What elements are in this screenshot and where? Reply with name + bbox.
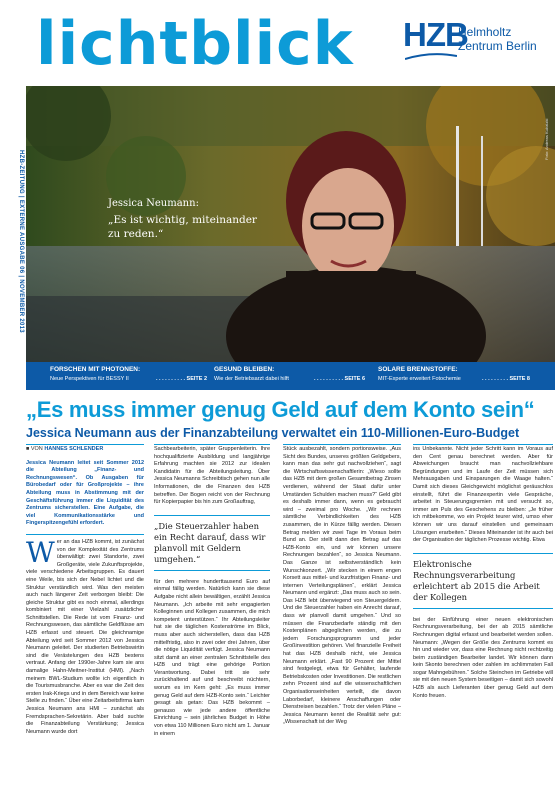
- teaser-gesund[interactable]: [214, 362, 384, 390]
- byline-prefix: ■ VON: [26, 446, 43, 452]
- column-4-bottom-text: bei der Einführung einer neuen elektronischen Rechnungsverarbeitung, bei der ab 2015 sämtliche Rechnungen digital erfasst und bearbeitet werden sollen. Neumann: „Wegen der Größe des Zentrums kommt es hin und wieder vor, dass eine Rechnung nicht rechtzeitig beim zuständigen Bearbeiter landet. Wir können dann kein Skonto berechnen oder zahlen im schlimmsten Fall sogar Mahngebühren.“ Solche Steinchen im Getriebe will sie mit den neuen System beseitigen – damit sich sowohl HZB als auch Lieferanten über genug Geld auf dem Konto freuen.: [413, 616, 553, 699]
- article-headline: „Es muss immer genug Geld auf dem Konto sein“: [26, 397, 535, 422]
- article-column-3: [283, 446, 401, 776]
- teaser-text: Neue Perspektiven für BESSY II: [50, 376, 129, 382]
- teaser-solar[interactable]: [378, 362, 548, 390]
- portrait-photo-illustration: [26, 86, 555, 362]
- hzb-logo[interactable]: [403, 17, 553, 69]
- teaser-text: Wie der Betriebsarzt dabei hilft: [214, 376, 289, 382]
- article-column-4: [413, 446, 553, 776]
- teaser-title: SOLARE BRENNSTOFFE:: [378, 366, 458, 373]
- column-2-top-text: Sachbearbeiterin, später Gruppenleiterin. Ihre hochqualifizierte Ausbildung und langjährige Erfahrung machten sie 2012 zur idealen Kandidatin für die Abteilungsleitung. Über Jessica Neumanns Schreibtisch gehen nun alle Informationen, die die Finanzen des HZB betreffen. Der Bogen reicht von der Rechnung für Kopierpapier bis hin zum Großauftrag,: [154, 446, 270, 506]
- column-2-bottom-text: für den mehrere hunderttausend Euro auf einmal fällig werden. Natürlich kann sie diese Aufgabe nicht allein bewältigen, erzählt Jessica Neumann. „Ich arbeite mit sehr engagierten Kolleginnen und Kollegen zusammen, die mich kompetent unterstützen.“ Ihr Abteilungsleiter hat sie die täglichen Kostenströme im Blick, muss aber auch sicherstellen, dass das HZB mittelfristig, also in zwei oder drei Jahren, über die nötige Liquidität verfügt. Jessica Neumann sitzt damit an einer zentralen Schnittstelle des HZB und trägt eine gehörige Portion Verantwortung. Dabei tritt sie sehr zurückhaltend auf und beschreibt nüchtern, worum es im Kern geht: „Es muss immer genug Geld auf dem HZB-Konto sein.“ Leichter gesagt als getan: Das HZB bekommt – genauso wie jede andere öffentliche Einrichtung – sein jährliches Budget in Höhe von etwa 110 Millionen Euro nicht am 1. Januar in einem: [154, 578, 270, 737]
- issue-sidebar: [0, 150, 26, 380]
- cover-photo: [26, 86, 555, 362]
- divider: [26, 444, 144, 445]
- logo-line1: Helmholtz: [458, 25, 512, 39]
- cover-quote-name: Jessica Neumann:: [108, 198, 199, 209]
- article-column-1: [26, 446, 144, 776]
- teaser-page: . . . . . . . . . . SEITE 2: [156, 376, 208, 382]
- teaser-title: FORSCHEN MIT PHOTONEN:: [50, 366, 141, 373]
- drop-cap: W: [26, 535, 55, 569]
- pull-quote-2: Elektronische Rechnungsverarbeitung erleichtert ab 2015 die Arbeit der Kollegen: [413, 553, 553, 609]
- article-lead: Jessica Neumann leitet seit Sommer 2012 die Abteilung „Finanz- und Rechnungswesen“. Ob Ausgaben für Bürobedarf oder für Großprojekte – ihre Abteilung muss in Abstimmung mit der Geschäftsführung immer die Liquidität des Zentrums sicherstellen. Eine Aufgabe, die viel Kommunikationsstärke und Fingerspitzengefühl erfordert.: [26, 459, 144, 527]
- byline: [26, 446, 144, 454]
- divider: [283, 444, 401, 445]
- teaser-page: . . . . . . . . . SEITE 8: [482, 376, 530, 382]
- masthead: [0, 0, 555, 86]
- cover-quote-text: „Es ist wichtig, miteinander zu reden.“: [108, 214, 257, 240]
- teaser-title: GESUND BLEIBEN:: [214, 366, 275, 373]
- article-body: [26, 535, 144, 736]
- column-3-text: Stück ausbezahlt, sondern portionsweise. „Aus Sicht des Bundes, unseres größten Geldgebers, kann man das sehr gut nachvollziehen“, sagt die Wirtschaftswissenschaftlerin: „Wieso sollte das HZB mit dem großen Gesamtbetrag Zinsen verdienen, während der Staat dafür unter Umständen Schulden machen muss?“ Geld gibt es deshalb immer dann, wenn es gebraucht wird – zweimal pro Woche. „Wir rechnen sämtliche Verbindlichkeiten des HZB zusammen, die in Kürze fällig werden. Diesen Betrag melden wir zwei Tage im Voraus beim Bund an. Der stellt dann den Betrag auf das HZB-Konto ein, und wir können unsere Rechnungen bezahlen“, so Jessica Neumann. Das Ganze ist selbstverständlich kein Wunschkonzert. „Wir stecken in einem engen Korsett aus mittel- und kurzfristigen Finanz- und internen Verteilungsplänen“, erklärt Jessica Neumann und ergänzt: „Das muss auch so sein. Das HZB lebt überwiegend von Steuergeldern. Und die Steuerzahler haben ein Anrecht darauf, dass wir planvoll damit umgehen.“ Und so müssen die Finanzbedarfe ständig mit den Kostenplänen abgeglichen werden, die zu jedem Forschungsprogramm und jeder Großinvestition gehören. Viel finanzielle Freiheit hat das HZB deshalb nicht, wie Jessica Neumann erklärt. „Fast 90 Prozent der Mittel sind festgelegt, etwa für Gehälter, laufende Betriebskosten oder Investitionen. Die restlichen zehn Prozent sind auf die wissenschaftlichen Organisationseinheiten verteilt, die davon Laborbedarf, kleinere Anschaffungen oder Dienstreisen bezahlen.“ Trotz der vielen Pläne – Jessica Neumann kennt die Realität sehr gut: „Wissenschaft ist der Weg: [283, 446, 401, 726]
- pull-quote-1: „Die Steuerzahler haben ein Recht darauf, dass wir planvoll mit Geldern umgehen.“: [154, 515, 270, 571]
- column-4-top-text: ins Unbekannte. Nicht jeder Schritt kann im Voraus auf den Cent genau berechnet werden. Aber für Abweichungen braucht man nachvollziehbare Begründungen und im Laufe der Zeit müssen sich Mehrausgaben und Einsparungen die Waage halten.“ Damit sich dieses Gleichgewicht möglichst geräuschlos einstellt, führt die Finanzexpertin viele Gespräche, arbeitet in Steuerungsgremien mit und versucht so, immer am Puls des Geschehens zu bleiben: „Je früher ich mitbekomme, wo ein Projekt teurer wird, umso eher können wir uns darauf einstellen und gemeinsam Lösungen erarbeiten.“ Dieses Miteinander ist ihr auch bei der Organisation der täglichen Prozesse wichtig. Etwa: [413, 446, 553, 544]
- teaser-bar: [26, 362, 555, 390]
- photo-credit-text: Foto: Andreas Kubatzki: [544, 118, 549, 160]
- logo-mark: HZB: [403, 16, 468, 53]
- divider: [154, 444, 270, 445]
- issue-info: HZB-ZEITUNG | EXTERNE AUSGABE 06 | NOVEMBER 2013: [18, 150, 24, 333]
- article-subheadline: Jessica Neumann aus der Finanzabteilung verwaltet ein 110-Millionen-Euro-Budget: [26, 426, 520, 440]
- article-column-2: [154, 446, 270, 776]
- teaser-page: . . . . . . . . . . SEITE 6: [314, 376, 366, 382]
- teaser-text: MIT-Experte erweitert Fotochemie: [378, 376, 461, 382]
- logo-swoosh-icon: [405, 53, 457, 61]
- teaser-photonen[interactable]: [50, 362, 220, 390]
- column-1-text: er an das HZB kommt, ist zunächst von der Komplexität des Zentrums überwältigt: zwei Standorte, zwei Großgeräte, viele Zukunftsprojekte, viele verschiedene Arbeitsgruppen. Es dauert eine Weile, bis sich der Nebel lichtet und die Struktur verständlich wird. Was den meisten auch nach längerer Zeit verborgen bleibt: Die gleiche Struktur gibt es noch einmal, allerdings kombiniert mit einer Vielzahl zusätzlicher Schnittstellen. Die Rede ist vom Finanz- und Rechnungswesen, das sämtliche Geldflüsse am HZB erfasst und steuert. Die gleichnamige Abteilung wird seit Sommer 2012 von Jessica Neumann geleitet. Der studierten Betriebswirtin sind die Verästelungen des HZB bestens vertraut. Anfang der 1990er-Jahre kam sie ans damalige Hahn-Meitner-Institut (HMI). „Nach meinem BWL-Studium wollte ich eigentlich in die Tourismusbranche. Aber es war die Zeit des ersten Irak-Kriegs und in dem Bereich war keine Stelle zu finden.“ Über eine Zeitarbeitsfirma kam Jessica Neumann ans HMI – zunächst als Fremdsprachen-Sekretärin. Aber bald suchte die Finanzabteilung Verstärkung; Jessica Neumann wurde dort: [26, 538, 144, 735]
- byline-author: HANNES SCHLENDER: [44, 446, 104, 452]
- newspaper-title: lichtblick: [36, 9, 354, 79]
- logo-line2: Zentrum Berlin: [458, 39, 537, 53]
- photo-credit: [536, 120, 548, 160]
- divider: [413, 444, 553, 445]
